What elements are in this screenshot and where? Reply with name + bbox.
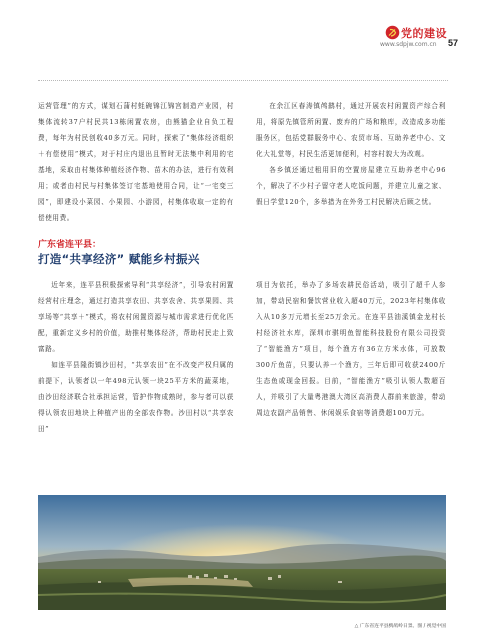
section-region-label: 广东省连平县：: [38, 240, 102, 250]
article-paragraph: 近年来，连平县积极探索导利“共享经济”，引导农村闲置经营村庄理念，通过打造共享农田、共享农舍、共享果园、共享场等“共享＋”模式，将农村闲置资源与城市需求进行优化匹配，重新定义乡村的价值，助推村集体经济，帮助村民走上致富路。: [38, 281, 234, 353]
article-paragraph: 在余江区春涛镇鸬鹚村，通过开展农村闲置资产综合利用，将原先镇管所闲置、废弃的广场和粮库，改造成多功能服务区，包括党群服务中心、农贸市场、互助养老中心、文化大礼堂等，村民生活更加便利，村容村貌大为改观。: [256, 102, 446, 158]
article-paragraph: 项目为依托，举办了多场农耕民俗活动，吸引了超千人参加，带动民宿和餐饮营业收入超40万元，2023年村集体收入从10多万元增长至25万余元。在连平县油溪镇金龙村长村经济社水库，深圳市骐明鱼智能科技股份有限公司投资了“智能渔方”项目，每个渔方有36立方米水体，可放数300斤鱼苗，只要认养一个渔方，三年后即可收获2400斤生态鱼或现金回报。目前，“智能渔方”吸引认领人数超百人，并吸引了大量粤港澳大湾区高消费人群前来旅游，带动周边农副产品销售、休闲娱乐食宿等消费超100万元。: [256, 281, 446, 417]
article-paragraph: 如连平县隆街镇沙田村，“共享农田”在不改变产权归属的前提下，认领者以一年498元认领一块25平方米的蔬菜地，由沙田经济联合社承担运营，管护作物成熟时，参与者可以获得认领农田地块上种植产出的全部农作物。沙田村以“共享农田”: [38, 361, 234, 433]
site-url: www.sdpjw.com.cn: [380, 41, 437, 48]
landscape-photo: [38, 495, 446, 610]
article-paragraph: 各乡镇还通过租用旧的空置房屋建立互助养老中心96个，解决了不少村子留守老人吃饭问题，并建立儿童之家、假日学堂120个，多举措为在外务工村民解决后顾之忧。: [256, 166, 446, 206]
party-emblem-icon: [385, 25, 400, 40]
photo-caption: △ 广东省连平县鹧鸪岭日景。图 / 视觉中国: [354, 624, 446, 629]
article-column-left-top: [38, 98, 234, 226]
article-column-right-mid: [256, 277, 446, 421]
magazine-logo-text: 党的建设: [401, 27, 447, 40]
header-divider: [38, 80, 448, 81]
article-column-right-top: [256, 98, 446, 210]
page-number: 57: [448, 38, 459, 48]
section-title: 打造“共享经济” 赋能乡村振兴: [38, 252, 200, 266]
article-paragraph: 运营管理”的方式，谋划石蒲村蚝碗锦江锦宫制造产业园，村集体流转37户村民共13栋闲置农房，由熊猫企业自负工程费，每年为村民创收40多万元。同时，探索了“集体经济组织＋有偿使用”模式，对于村庄内退出且暂时无法集中利用的宅基地，采取由村集体种植经济作物、苗木的办法，进行有效利用；或者由村民与村集体签订宅基地使用合同，让“一宅变三园”，即建设小菜园、小果园、小游园，村集体收取一定的有偿使用费。: [38, 102, 234, 222]
article-column-left-mid: [38, 277, 234, 437]
